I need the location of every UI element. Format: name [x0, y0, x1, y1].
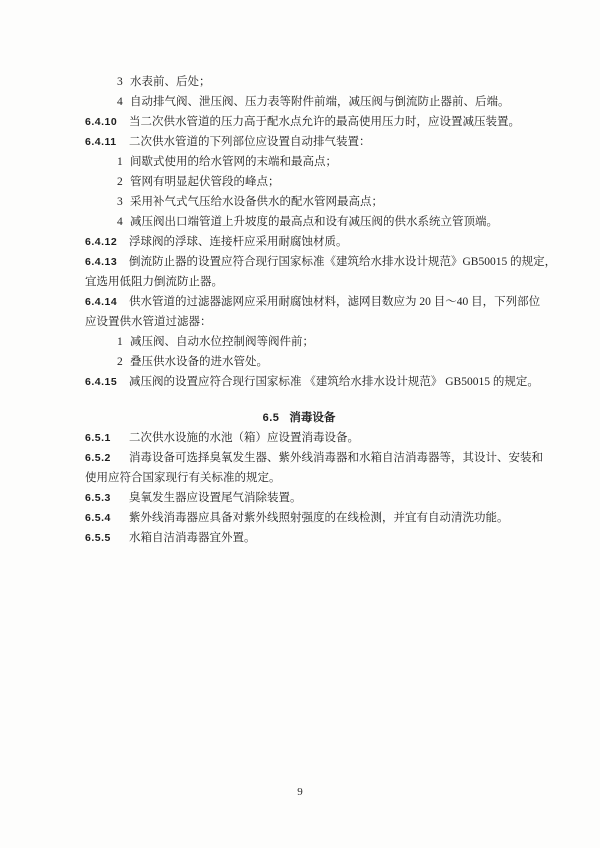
- clause-text: 倒流防止器的设置应符合现行国家标准《建筑给水排水设计规范》GB50015 的规定，: [129, 256, 557, 268]
- page-number: 9: [297, 786, 303, 798]
- clause-text: 二次供水设施的水池（箱）应设置消毒设备。: [129, 432, 359, 444]
- clause-number: 6.4.15: [85, 376, 118, 388]
- section-heading-number: 6.5: [262, 412, 280, 424]
- list-item-line: [85, 332, 513, 352]
- clause-line: [85, 232, 513, 252]
- clause-line: [85, 132, 513, 152]
- clause-number: 6.5.3: [85, 492, 111, 504]
- list-item-number: 1: [117, 336, 123, 348]
- list-item-number: 4: [117, 96, 123, 108]
- clause-line: [85, 292, 541, 312]
- clause-text: 二次供水管道的下列部位应设置自动排气装置：: [129, 136, 371, 148]
- list-item-number: 4: [117, 216, 123, 228]
- list-item-line: [85, 92, 513, 112]
- clause-number: 6.5.4: [85, 512, 111, 524]
- list-item-text: 采用补气式气压给水设备供水的配水管网最高点；: [130, 196, 383, 208]
- clause-text: 消毒设备可选择臭氧发生器、紫外线消毒器和水箱自洁消毒器等，其设计、安装和: [129, 452, 543, 464]
- clause-number: 6.5.1: [85, 432, 111, 444]
- clause-number: 6.4.12: [85, 236, 118, 248]
- continuation-text: 应设置供水管道过滤器：: [85, 316, 212, 328]
- section-heading: [85, 408, 513, 428]
- list-item-line: [85, 172, 513, 192]
- continuation-text: 宜选用低阻力倒流防止器。: [85, 276, 223, 288]
- continuation-line: [85, 312, 513, 332]
- clause-text: 臭氧发生器应设置尾气消除装置。: [129, 492, 302, 504]
- clause-number: 6.5.2: [85, 452, 111, 464]
- clause-text: 当二次供水管道的压力高于配水点允许的最高使用压力时，应设置减压装置。: [129, 116, 520, 128]
- clause-line: [85, 252, 557, 272]
- clause-text: 供水管道的过滤器滤网应采用耐腐蚀材料，滤网目数应为 20 目～40 目，下列部位: [129, 296, 541, 308]
- list-item-number: 3: [117, 76, 123, 88]
- clause-number: 6.4.11: [85, 136, 117, 148]
- clause-text: 浮球阀的浮球、连接杆应采用耐腐蚀材质。: [129, 236, 348, 248]
- list-item-line: [85, 352, 513, 372]
- list-item-line: [85, 192, 513, 212]
- continuation-line: [85, 272, 513, 292]
- clause-line: [85, 428, 513, 448]
- list-item-number: 2: [117, 176, 123, 188]
- list-item-line: [85, 152, 513, 172]
- list-item-text: 水表前、后处；: [130, 76, 211, 88]
- clause-number: 6.4.10: [85, 116, 118, 128]
- section-heading-text: 消毒设备: [289, 412, 336, 424]
- clause-number: 6.4.13: [85, 256, 118, 268]
- list-item-number: 1: [117, 156, 123, 168]
- clause-line: [85, 508, 513, 528]
- clause-text: 紫外线消毒器应具备对紫外线照射强度的在线检测，并宜有自动清洗功能。: [129, 512, 509, 524]
- list-item-line: [85, 212, 513, 232]
- clause-text: 减压阀的设置应符合现行国家标准 《建筑给水排水设计规范》 GB50015 的规定。: [129, 376, 539, 388]
- continuation-line: [85, 468, 513, 488]
- clause-line: [85, 528, 513, 548]
- clause-line: [85, 372, 539, 392]
- clause-text: 水箱自洁消毒器宜外置。: [129, 532, 256, 544]
- list-item-line: [85, 72, 513, 92]
- list-item-text: 叠压供水设备的进水管处。: [130, 356, 268, 368]
- text-block: [85, 72, 557, 548]
- list-item-number: 3: [117, 196, 123, 208]
- clause-number: 6.5.5: [85, 532, 111, 544]
- clause-number: 6.4.14: [85, 296, 118, 308]
- list-item-number: 2: [117, 356, 123, 368]
- clause-line: [85, 448, 543, 468]
- continuation-text: 使用应符合国家现行有关标准的规定。: [85, 472, 281, 484]
- list-item-text: 减压阀、自动水位控制阀等阀件前；: [130, 336, 314, 348]
- clause-line: [85, 488, 513, 508]
- clause-line: [85, 112, 520, 132]
- list-item-text: 管网有明显起伏管段的峰点；: [130, 176, 280, 188]
- list-item-text: 自动排气阀、泄压阀、压力表等附件前端，减压阀与倒流防止器前、后端。: [130, 96, 510, 108]
- list-item-text: 间歇式使用的给水管网的末端和最高点；: [130, 156, 337, 168]
- list-item-text: 减压阀出口端管道上升坡度的最高点和设有减压阀的供水系统立管顶端。: [130, 216, 498, 228]
